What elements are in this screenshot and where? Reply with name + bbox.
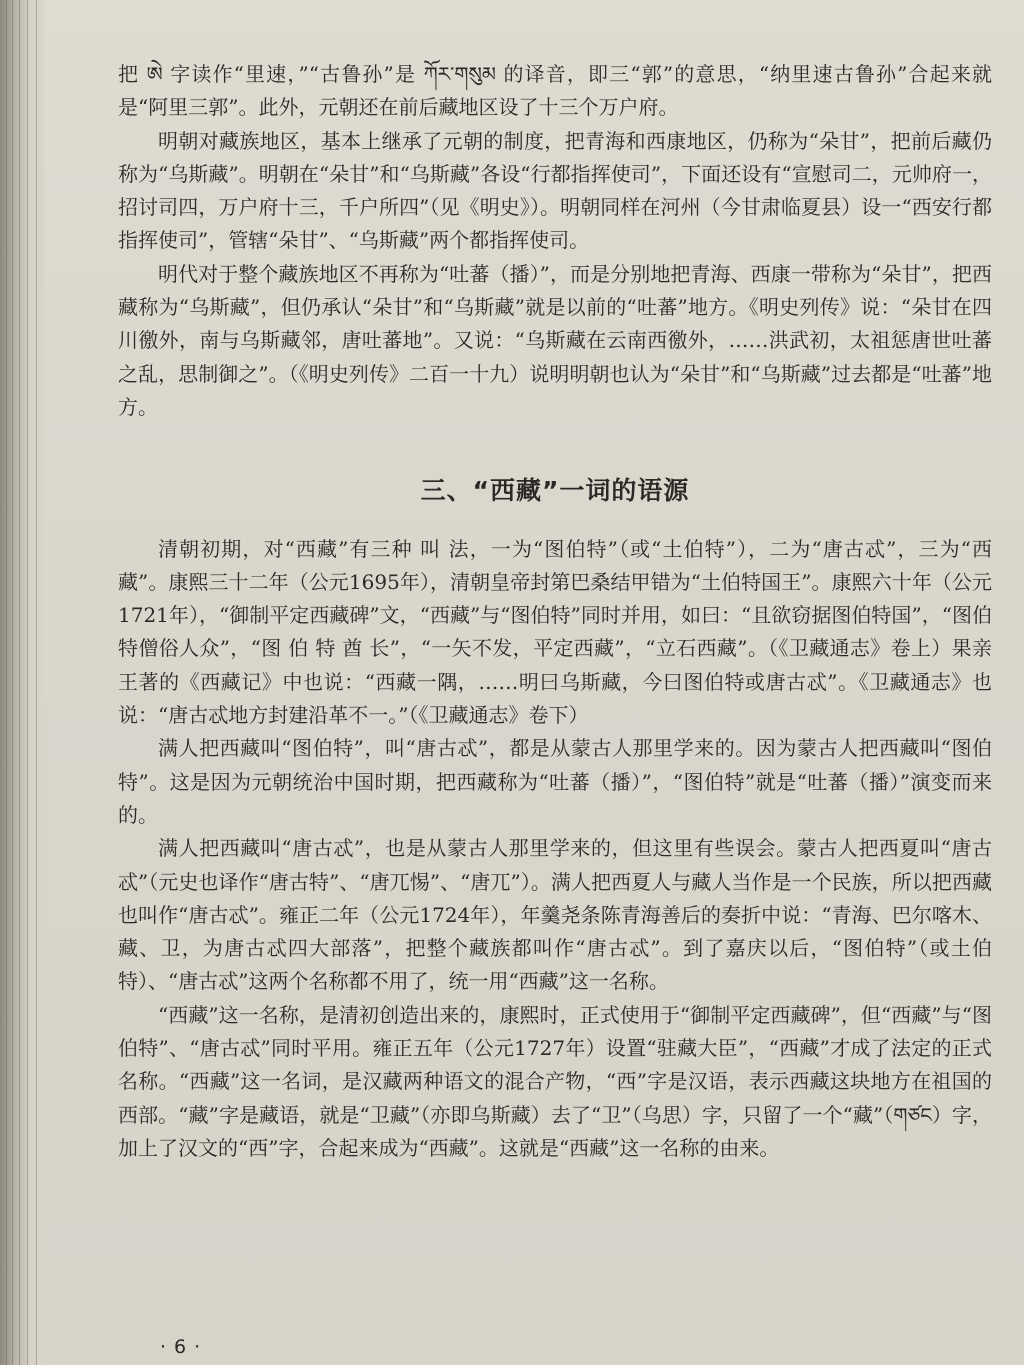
paragraph-qing-names: 清朝初期，对“西藏”有三种 叫 法，一为“图伯特”（或“土伯特”），二为“唐古忒”，三为“西藏”。康熙三十二年（公元1695年），清朝皇帝封第巴桑结甲错为“土伯特国王”。康熙六十年（公元1721年），“御制平定西藏碑”文，“西藏”与“图伯特”同时并用，如曰：“且欲窃据图伯特国”，“图伯特僧俗人众”，“图 伯 特 酋 长”，“一矢不发，平定西藏”，“立石西藏”。（《卫藏通志》卷上）果亲王著的《西藏记》中也说：“西藏一隅，……明曰乌斯藏，今曰图伯特或唐古忒”。《卫藏通志》也说：“唐古忒地方封建沿革不一。”（《卫藏通志》卷下） (118, 536, 992, 728)
paragraph-ming-system: 明朝对藏族地区，基本上继承了元朝的制度，把青海和西康地区，仍称为“朵甘”，把前后藏仍称为“乌斯藏”。明朝在“朵甘”和“乌斯藏”各设“行都指挥使司”，下面还设有“宣慰司二，元帅府一，招讨司四，万户府十三，千户所四”（见《明史》）。明朝同样在河州（今甘肃临夏县）设一“西安行都指挥使司”，管辖“朵甘”、“乌斯藏”两个都指挥使司。 (118, 128, 992, 253)
paragraph-ming-naming: 明代对于整个藏族地区不再称为“吐蕃（播）”，而是分别地把青海、西康一带称为“朵甘”，把西藏称为“乌斯藏”，但仍承认“朵甘”和“乌斯藏”就是以前的“吐蕃”地方。《明史列传》说：“朵甘在四川徼外，南与乌斯藏邻，唐吐蕃地”。又说：“乌斯藏在云南西徼外，……洪武初，太祖惩唐世吐蕃之乱，思制御之”。（《明史列传》二百一十九）说明明朝也认为“朵甘”和“乌斯藏”过去都是“吐蕃”地方。 (118, 261, 992, 419)
book-page-edge (0, 0, 44, 1365)
paragraph-xizang-origin: “西藏”这一名称，是清初创造出来的，康熙时，正式使用于“御制平定西藏碑”，但“西藏”与“图伯特”、“唐古忒”同时平用。雍正五年（公元1727年）设置“驻藏大臣”，“西藏”才成了法定的正式名称。“西藏”这一名词，是汉藏两种语文的混合产物，“西”字是汉语，表示西藏这块地方在祖国的西部。“藏”字是藏语，就是“卫藏”（亦即乌斯藏）去了“卫”（乌思）字，只留了一个“藏”（གཙང）字，加上了汉文的“西”字，合起来成为“西藏”。这就是“西藏”这一名称的由来。 (118, 1002, 992, 1160)
page-number: ·6· (160, 1336, 209, 1358)
paragraph-tanggute-origin: 满人把西藏叫“唐古忒”，也是从蒙古人那里学来的，但这里有些误会。蒙古人把西夏叫“唐古忒”（元史也译作“唐古特”、“唐兀惕”、“唐兀”）。满人把西夏人与藏人当作是一个民族，所以把西藏也叫作“唐古忒”。雍正二年（公元1724年），年羹尧条陈青海善后的奏折中说：“青海、巴尔喀木、藏、卫，为唐古忒四大部落”，把整个藏族都叫作“唐古忒”。到了嘉庆以后，“图伯特”（或土伯特）、“唐古忒”这两个名称都不用了，统一用“西藏”这一名称。 (118, 836, 992, 994)
paragraph-tubote-origin: 满人把西藏叫“图伯特”，叫“唐古忒”，都是从蒙古人那里学来的。因为蒙古人把西藏叫“图伯特”。这是因为元朝统治中国时期，把西藏称为“吐蕃（播）”，“图伯特”就是“吐蕃（播）”演变而来的。 (118, 736, 992, 827)
paragraph-continuation: 把 ཨེ 字读作“里速，”“古鲁孙”是 ཀོར་གསུམ 的译音，即三“郭”的意思，“纳里速古鲁孙”合起来就是“阿里三郭”。此外，元朝还在前后藏地区设了十三个万户府。 (118, 62, 992, 120)
page-body (118, 58, 992, 1165)
section-heading: 三、“西藏”一词的语源 (420, 476, 690, 506)
